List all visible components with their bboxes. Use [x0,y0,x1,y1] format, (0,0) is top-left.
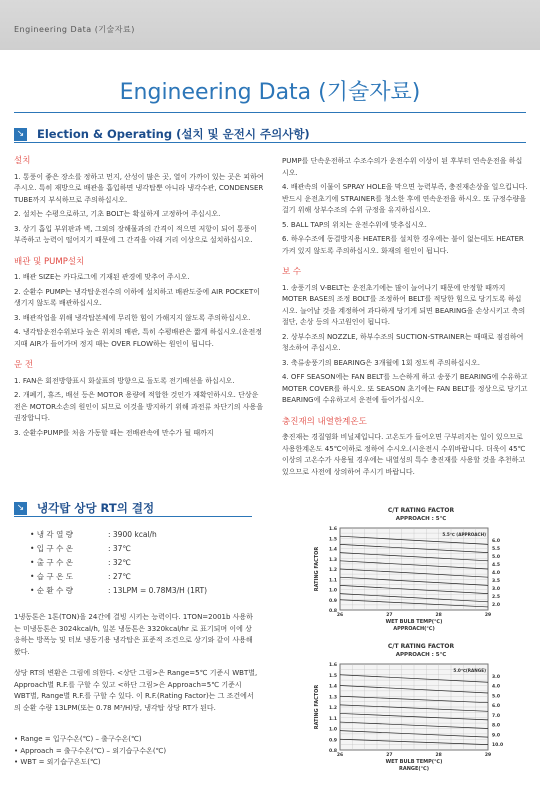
x-tick-label: 26 [336,753,344,758]
list-item: 1. 배관 SIZE는 카다로그에 기재된 관경에 맞추어 주시오. [14,273,190,281]
list-item: 5. BALL TAP의 위치는 운전수위에 맞추십시오. [282,220,427,229]
formula-item: • Range = 입구수온(℃) – 출구수온(℃) [14,735,142,743]
left-column [14,156,264,449]
series-label: 2.0 [492,603,500,608]
spec-row [30,542,207,556]
spec-value: : 27℃ [108,572,131,581]
section-rule [14,142,526,143]
chart-annotation: 5.0℃(RANGE) [453,668,486,673]
series-label: 5.0 [492,694,500,700]
series-label: 8.0 [492,723,500,729]
text-block [14,257,264,351]
x-tick-label: 26 [336,613,344,618]
series-label: 5.5 [492,547,500,552]
subsection-heading: 충진재의 내열한계온도 [282,416,367,427]
x-axis-label-2: APPROACH(℃) [393,626,435,632]
section-title: Election & Operating (설치 및 운전시 주의사항) [37,127,310,141]
list-item: 4. OFF SEASON에는 FAN BELT를 느슨하게 하고 송풍기 BEARING에 수유하고 MOTER COVER를 하시오. 또 SEASON 초기에는 FAN BELT를 정상으로 당기고 BEARING에 수유하고서 운전에 들어가십시오. [282,373,528,404]
y-tick-label: 1.2 [329,568,337,573]
header-label: Engineering Data (기술자료) [14,25,135,34]
y-tick-label: 1.6 [329,663,337,668]
text-block [282,156,528,257]
x-tick-label: 27 [386,753,393,758]
list-item: 2. 개폐기, 휴즈, 배선 등은 MOTOR 용량에 적합한 것인가 재확인하시오. 단상운전은 MOTOR소손의 원인이 되므로 이것을 방지하기 위해 과전류 차단기의 사용을 권장합니다. [14,391,264,422]
y-tick-label: 1.1 [329,578,337,584]
series-label: 10.0 [492,743,504,748]
spec-row [30,570,207,584]
section-title: 냉각탑 상당 RT의 결정 [37,501,155,515]
header-bar [0,0,540,50]
y-tick-label: 1.0 [329,727,337,733]
list-item: 충진재는 경질염화 비닐제입니다. 고온도가 들어오면 구부러지는 일이 있으므로 사용한계온도 45℃이하로 정하여 수시오.(시운전시 수위바랍니다. 더욱이 45℃이상의 고온수가 사용될 경우에는 내열성의 특수 충진재를 사용할 것을 추천하고 있으므로 사전에 상의하여 주시기 바랍니다. [282,433,526,476]
spec-value: : 32℃ [108,558,131,567]
text-block [14,360,264,439]
y-tick-label: 1.0 [329,588,337,594]
spec-row [30,556,207,570]
y-tick-label: 1.6 [329,527,337,532]
subsection-heading: 보 수 [282,267,302,277]
spec-row [30,528,207,542]
chart-approach-svg [310,504,532,636]
series-label: 6.0 [492,539,500,544]
page-title: Engineering Data (기술자료) [119,80,421,105]
list-item: 6. 하우수조에 동결방지용 HEATER를 설치한 경우에는 불이 없는데도 HEATER가켜 있지 않도록 주의하십시오. 화재의 원인이 됩니다. [282,235,524,255]
series-label: 7.0 [492,713,500,719]
chart-title: C/T RATING FACTOR [387,643,455,650]
chart-annotation: 5.5℃ (APPROACH) [442,532,486,537]
chart-range-svg [310,640,532,776]
x-axis-label: WET BULB TEMP(℃) [385,759,443,765]
subsection-heading: 설치 [14,156,31,166]
spec-value: : 3900 kcal/h [108,530,157,539]
spec-list [30,528,207,598]
y-tick-label: 1.3 [329,695,337,701]
series-label: 3.5 [492,579,500,584]
text-block [282,417,528,479]
right-column [282,156,528,488]
series-label: 6.0 [492,704,500,710]
paragraph-2: 상당 RT의 변환은 그림에 의한다. <상단 그림>은 Range=5℃ 기준시 WBT별, Approach별 R.F.를 구할 수 있고 <하단 그림>은 Approach=5℃ 기준시 WBT별, Range별 R.F.를 구할 수 있다. 이 R.F.(Rating Factor)는 그 조건에서의 순환 수량 13LPM(또는 0.78 M³/H)당, 냉각탑 상당 RT가 된다. [14,669,258,712]
spec-label: • 입 구 수 온 [30,544,73,553]
list-item: 3. 배관작업을 위해 냉각탑본체에 무리한 힘이 가해지지 않도록 주의하십시오. [14,313,251,322]
y-tick-label: 1.1 [329,716,337,722]
x-axis-label: WET BULB TEMP(℃) [385,619,443,625]
list-item: 3. 상기 흡입 부위판과 벽, 그외의 장해물과의 간격이 적으면 저항이 되어 통풍이 부족하고 능력이 떨어지기 때문에 그 간격을 아래 거리 이상으로 설치하십시오. [14,224,258,244]
arrow-icon: ↘ [14,128,27,141]
x-tick-label: 27 [386,613,393,618]
section-heading-operation [14,126,310,142]
y-tick-label: 1.2 [329,706,337,711]
x-tick-label: 29 [484,613,492,618]
text-block [14,156,264,247]
chart-range [310,640,532,776]
list-item: 3. 순환수PUMP를 처음 가동할 때는 전배관속에 만수가 될 때까지 [14,428,214,437]
chart-title: C/T RATING FACTOR [387,507,455,514]
y-tick-label: 1.5 [329,537,337,543]
x-tick-label: 28 [435,753,442,758]
spec-label: • 냉 각 열 량 [30,530,73,539]
y-tick-label: 0.9 [329,738,337,744]
y-tick-label: 0.8 [329,749,337,754]
list-item: PUMP를 단속운전하고 수조수의가 운전수위 이상이 된 후부터 연속운전을 하십시오. [282,157,523,177]
chart-approach [310,504,532,636]
series-label: 4.0 [492,684,500,690]
series-label: 3.0 [492,675,500,680]
formula-list [14,734,258,769]
spec-label: • 습 구 온 도 [30,572,73,581]
y-tick-label: 0.8 [329,609,337,614]
series-label: 5.0 [492,555,500,560]
formula-item: • Approach = 출구수온(℃) – 외기습구수온(℃) [14,746,167,755]
y-axis-label: RATING FACTOR [314,684,320,730]
list-item: 4. 배관속의 이물이 SPRAY HOLE을 막으면 능력부족, 충진재손상을 일으킵니다. 반드시 운전초기에 STRAINER를 청소한 후에 연속운전을 하시오. 또 규정수량을 걸기 위해 상부수조의 수위 규정을 유지하십시오. [282,183,528,214]
x-axis-label-2: RANGE(℃) [398,766,430,772]
list-item: 4. 냉각탑운전수위보다 높은 위치의 배관, 특히 수평배관은 짧게 하십시오.(운전정지때 AIR가 들어가며 정지 때는 OVER FLOW하는 원인이 됩니다. [14,328,263,348]
section-heading-rt [14,500,154,516]
spec-row [30,584,207,598]
list-item: 3. 축류송풍기의 BEARING은 3개월에 1회 정도씩 주의하십시오. [282,358,481,367]
title-rule [14,112,526,113]
arrow-icon: ↘ [14,502,27,515]
text-block [282,267,528,407]
chart-subtitle: APPROACH : 5℃ [395,652,447,658]
y-axis-label: RATING FACTOR [314,546,320,592]
spec-value: : 13LPM = 0.78M3/H (1RT) [108,586,208,595]
spec-value: : 37℃ [108,544,131,553]
spec-label: • 출 구 수 온 [30,558,73,567]
paragraph-1: 1냉동톤은 1톤(TON)을 24간에 결빙 시키는 능력이다. 1TON=2001b 사용하는 미냉동톤은 3024kcal/h, 일본 냉동톤은 3320kcal/hr 로 표기되며 이에 상응하는 방폭능 및 터보 냉동기용 냉각탑은 표준적 조건으로 상기와 같이 사용해 왔다. [14,613,253,656]
chart-subtitle: APPROACH : 5℃ [395,516,447,522]
list-item: 2. 상부수조의 NOZZLE, 하부수조의 SUCTION-STRAINER는 때때로 점검하여 청소하여 주십시오. [282,332,524,352]
x-tick-label: 28 [435,613,442,618]
subsection-heading: 배관 및 PUMP설치 [14,256,85,267]
list-item: 2. 설치는 수평으로하고, 기초 BOLT는 확실하게 고정하여 주십시오. [14,210,221,218]
y-tick-label: 1.4 [329,547,337,553]
series-label: 9.0 [492,733,500,739]
list-item: 1. 송풍기의 V-BELT는 운전초기에는 많이 늘어나기 때문에 안정할 때까지 MOTER BASE의 조정 BOLT를 조정하여 BELT를 적당한 힘으로 당기도록 하십시오. 늘어날 것을 계정하여 과다하게 당기게 되면 BEARING을 손상시키고 축의 절단, 손상 등의 사고원인이 됩니다. [282,283,526,326]
spec-label: • 순 환 수 량 [30,586,73,595]
list-item: 1. FAN은 회전방향표시 화살표의 방향으로 돌도록 전기배선을 하십시오. [14,376,235,385]
series-label: 3.0 [492,587,500,592]
y-tick-label: 1.4 [329,684,337,690]
y-tick-label: 1.5 [329,673,337,679]
y-tick-label: 1.3 [329,557,337,563]
y-tick-label: 0.9 [329,598,337,604]
series-label: 4.0 [492,571,500,576]
subsection-heading: 운 전 [14,360,34,370]
series-label: 2.5 [492,595,500,600]
list-item: 2. 순환수 PUMP는 냉각탑운전수의 이하에 설치하고 배관도중에 AIR POCKET이 생기지 않도록 배관하십시오. [14,287,260,307]
series-label: 4.5 [492,563,500,568]
list-item: 1. 통풍이 좋은 장소를 정하고 먼지, 산성이 많은 곳, 열이 가까이 있는 곳은 피하여 주시오. 특히 재방으로 배관을 흡입하면 냉각탑뿐 아니라 냉각수관, CONDENSER TUBE까지 부식하므로 주의하십시오. [14,172,264,204]
x-tick-label: 29 [484,753,492,758]
section-rule [14,516,252,517]
formula-item: • WBT = 외기습구온도(℃) [14,758,101,766]
